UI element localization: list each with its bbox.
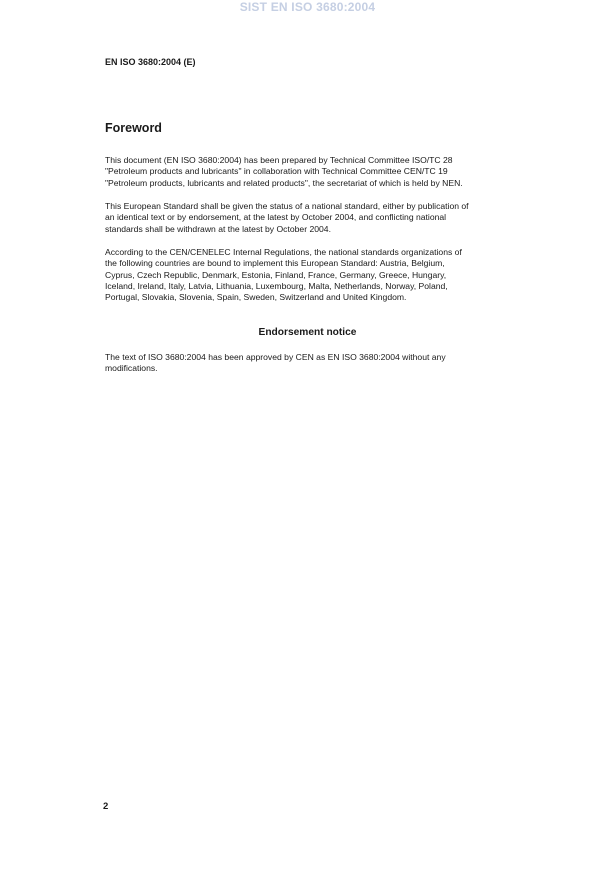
text-line: the following countries are bound to implement this European Standard: Austria, Belgium, [105, 258, 445, 269]
text-line: The text of ISO 3680:2004 has been approved by CEN as EN ISO 3680:2004 without any [105, 352, 446, 362]
text-line: This European Standard shall be given the status of a national standard, either by publication of [105, 201, 469, 211]
text-line: an identical text or by endorsement, at the latest by October 2004, and conflicting national [105, 212, 447, 223]
foreword-heading: Foreword [105, 121, 162, 135]
text-line: According to the CEN/CENELEC Internal Regulations, the national standards organizations of [105, 247, 462, 257]
text-line: "Petroleum products and lubricants" in collaboration with Technical Committee CEN/TC 19 [105, 166, 448, 177]
endorsement-paragraph [105, 352, 535, 375]
document-id: EN ISO 3680:2004 (E) [105, 57, 196, 67]
foreword-paragraph-3 [105, 247, 535, 303]
text-line: Portugal, Slovakia, Slovenia, Spain, Sweden, Switzerland and United Kingdom. [105, 292, 407, 303]
foreword-paragraph-2 [105, 201, 535, 235]
text-line: Iceland, Ireland, Italy, Latvia, Lithuania, Luxembourg, Malta, Netherlands, Norway, Poland, [105, 280, 448, 291]
endorsement-heading: Endorsement notice [258, 327, 357, 338]
text-line: "Petroleum products, lubricants and related products", the secretariat of which is held by NEN. [105, 177, 463, 188]
text-line: modifications. [105, 363, 158, 374]
page-number: 2 [103, 801, 109, 812]
watermark-title: SIST EN ISO 3680:2004 [239, 0, 376, 14]
text-line: Cyprus, Czech Republic, Denmark, Estonia, Finland, France, Germany, Greece, Hungary, [105, 269, 447, 280]
text-line: This document (EN ISO 3680:2004) has been prepared by Technical Committee ISO/TC 28 [105, 155, 453, 165]
text-line: standards shall be withdrawn at the latest by October 2004. [105, 223, 331, 234]
foreword-paragraph-1 [105, 155, 535, 189]
